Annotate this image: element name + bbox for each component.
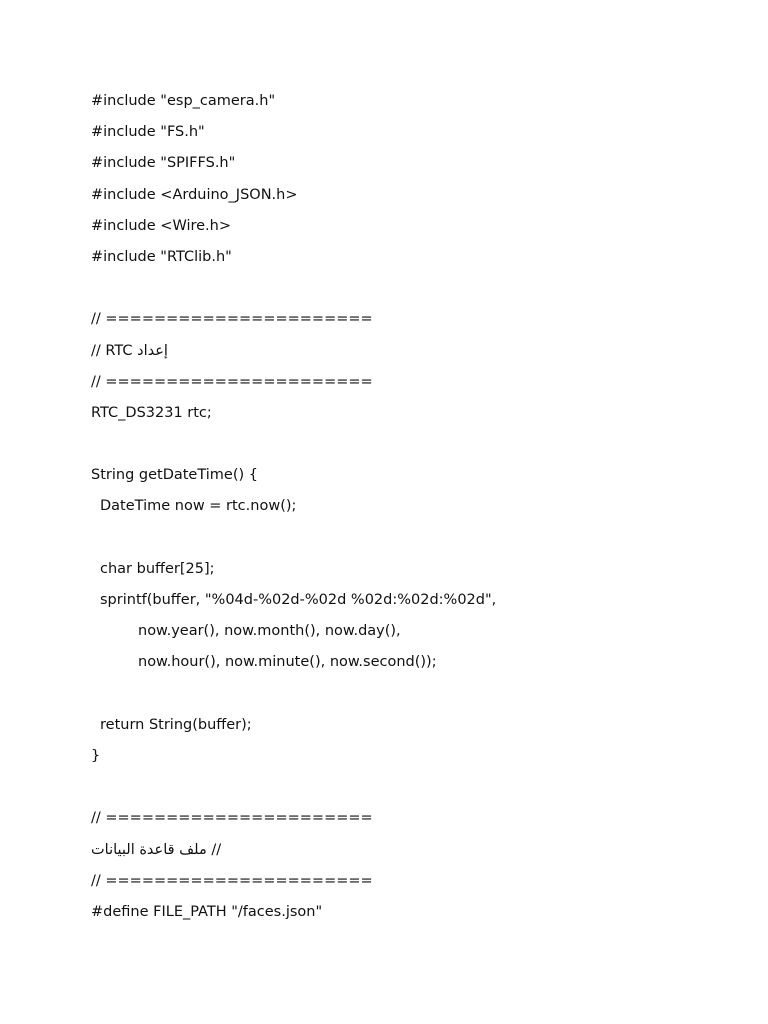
comment-separator: // ====================== <box>91 872 373 889</box>
code-line-include-spiffs: #include "SPIFFS.h" <box>91 155 236 172</box>
code-line-function-signature: String getDateTime() { <box>91 467 258 484</box>
comment-separator: // ====================== <box>91 373 373 390</box>
code-line-include-rtclib: #include "RTClib.h" <box>91 248 232 265</box>
code-line-include-fs: #include "FS.h" <box>91 124 205 141</box>
code-line-return: return String(buffer); <box>100 716 252 733</box>
code-line-datetime-now: DateTime now = rtc.now(); <box>100 498 297 515</box>
blank-line <box>91 679 711 710</box>
code-line-define-file-path: #define FILE_PATH "/faces.json" <box>91 903 323 920</box>
code-line-sprintf: sprintf(buffer, "%04d-%02d-%02d %02d:%02d:%02d", <box>100 592 497 608</box>
code-line-include-wire: #include <Wire.h> <box>91 217 232 234</box>
blank-line <box>91 772 711 803</box>
code-line-sprintf-time-args: now.hour(), now.minute(), now.second()); <box>138 654 437 671</box>
comment-database-file: // ملف قاعدة البيانات <box>91 841 222 858</box>
code-line-include-esp-camera: #include "esp_camera.h" <box>91 93 276 109</box>
comment-separator: // ====================== <box>91 810 373 827</box>
code-line-close-brace: } <box>91 747 101 764</box>
code-line-buffer-declaration: char buffer[25]; <box>100 560 215 577</box>
code-block <box>91 86 711 928</box>
comment-rtc-setup: // RTC إعداد <box>91 342 168 359</box>
code-line-rtc-declaration: RTC_DS3231 rtc; <box>91 404 212 421</box>
code-line-sprintf-date-args: now.year(), now.month(), now.day(), <box>138 623 401 640</box>
comment-separator: // ====================== <box>91 311 373 328</box>
blank-line <box>91 273 711 304</box>
blank-line <box>91 429 711 460</box>
blank-line <box>91 523 711 554</box>
code-line-include-arduino-json: #include <Arduino_JSON.h> <box>91 186 298 203</box>
